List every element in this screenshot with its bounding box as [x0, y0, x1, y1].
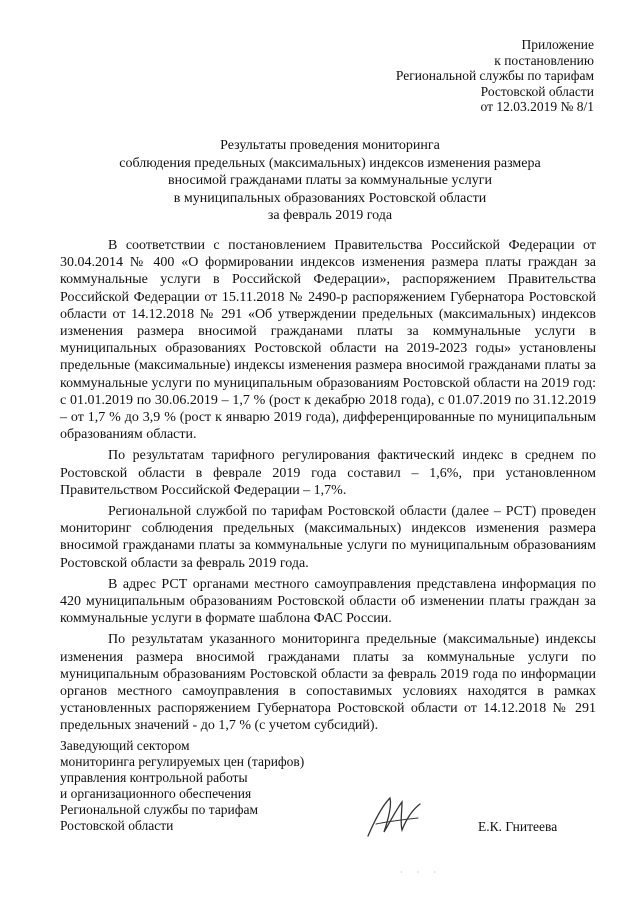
body-paragraph: В соответствии с постановлением Правительства Российской Федерации от 30.04.2014 № 400 «О формировании индексов изменения размера платы граждан за коммунальные услуги в Российской Федерации», распоряжением Правительства Российской Федерации от 15.11.2018 № 2490-р распоряжением Губернатора Ростовской области от 14.12.2018 № 291 «Об утверждении предельных (максимальных) индексов изменения размера вносимой гражданами платы за коммунальные услуги в муниципальных образованиях Ростовской области на 2019-2023 годы» установлены предельные (максимальные) индексы изменения размера вносимой гражданами платы за коммунальные услуги по муниципальным образованиям Ростовской области на 2019 год: с 01.01.2019 по 30.06.2019 – 1,7 % (рост к декабрю 2018 года), с 01.07.2019 по 31.12.2019 – от 1,7 % до 3,9 % (рост к январю 2019 года), дифференцированные по муниципальным образованиям области. — [60, 238, 596, 443]
body-paragraph: По результатам указанного мониторинга предельные (максимальные) индексы изменения размера вносимой гражданами платы за коммунальные услуги по муниципальным образованиям Ростовской области за февраль 2019 года по информации органов местного самоуправления в сопоставимых условиях находятся в рамках установленных распоряжением Губернатора Ростовской области от 14.12.2018 № 291 предельных значений - до 1,7 % (с учетом субсидий). — [60, 632, 596, 734]
scan-artifact: · · · — [400, 868, 442, 877]
body-paragraph: Региональной службой по тарифам Ростовской области (далее – РСТ) проведен мониторинг соблюдения предельных (максимальных) индексов изменения размера вносимой гражданами платы за коммунальные услуги по муниципальным образованиям Ростовской области за февраль 2019 года. — [60, 504, 596, 571]
appendix-line: Ростовской области — [480, 83, 594, 99]
body-paragraph: По результатам тарифного регулирования фактический индекс в среднем по Ростовской области в феврале 2019 года составил – 1,6%, при установленном Правительством Российской Федерации – 1,7%. — [60, 448, 596, 498]
appendix-line: Приложение — [521, 37, 594, 52]
signatory-position — [60, 738, 304, 835]
body-paragraph: В адрес РСТ органами местного самоуправления представлена информация по 420 муниципальным образованиям Ростовской области об изменении платы граждан за коммунальные услуги в формате шаблона ФАС России. — [60, 576, 596, 627]
title-line: в муниципальных образованиях Ростовской области — [173, 190, 487, 206]
position-line: и организационного обеспечения — [60, 786, 252, 802]
position-line: Заведующий сектором — [60, 738, 190, 753]
title-line: вносимой гражданами платы за коммунальные услуги — [168, 173, 492, 188]
appendix-line: Региональной службы по тарифам — [395, 68, 594, 84]
appendix-line: от 12.03.2019 № 8/1 — [480, 99, 594, 115]
title-line: соблюдения предельных (максимальных) индексов изменения размера — [119, 155, 541, 171]
signer-name: Е.К. Гнитеева — [478, 819, 558, 834]
title-line: за февраль 2019 года — [267, 208, 393, 223]
position-line: мониторинга регулируемых цен (тарифов) — [60, 754, 305, 770]
appendix-header — [396, 37, 594, 115]
document-body — [60, 237, 596, 739]
document-title — [60, 137, 600, 225]
position-line: управления контрольной работы — [60, 770, 248, 786]
position-line: Ростовской области — [60, 818, 174, 834]
title-line: Результаты проведения мониторинга — [220, 138, 440, 153]
handwritten-signature — [362, 792, 432, 844]
appendix-line: к постановлению — [494, 52, 594, 68]
position-line: Региональной службы по тарифам — [60, 802, 259, 818]
